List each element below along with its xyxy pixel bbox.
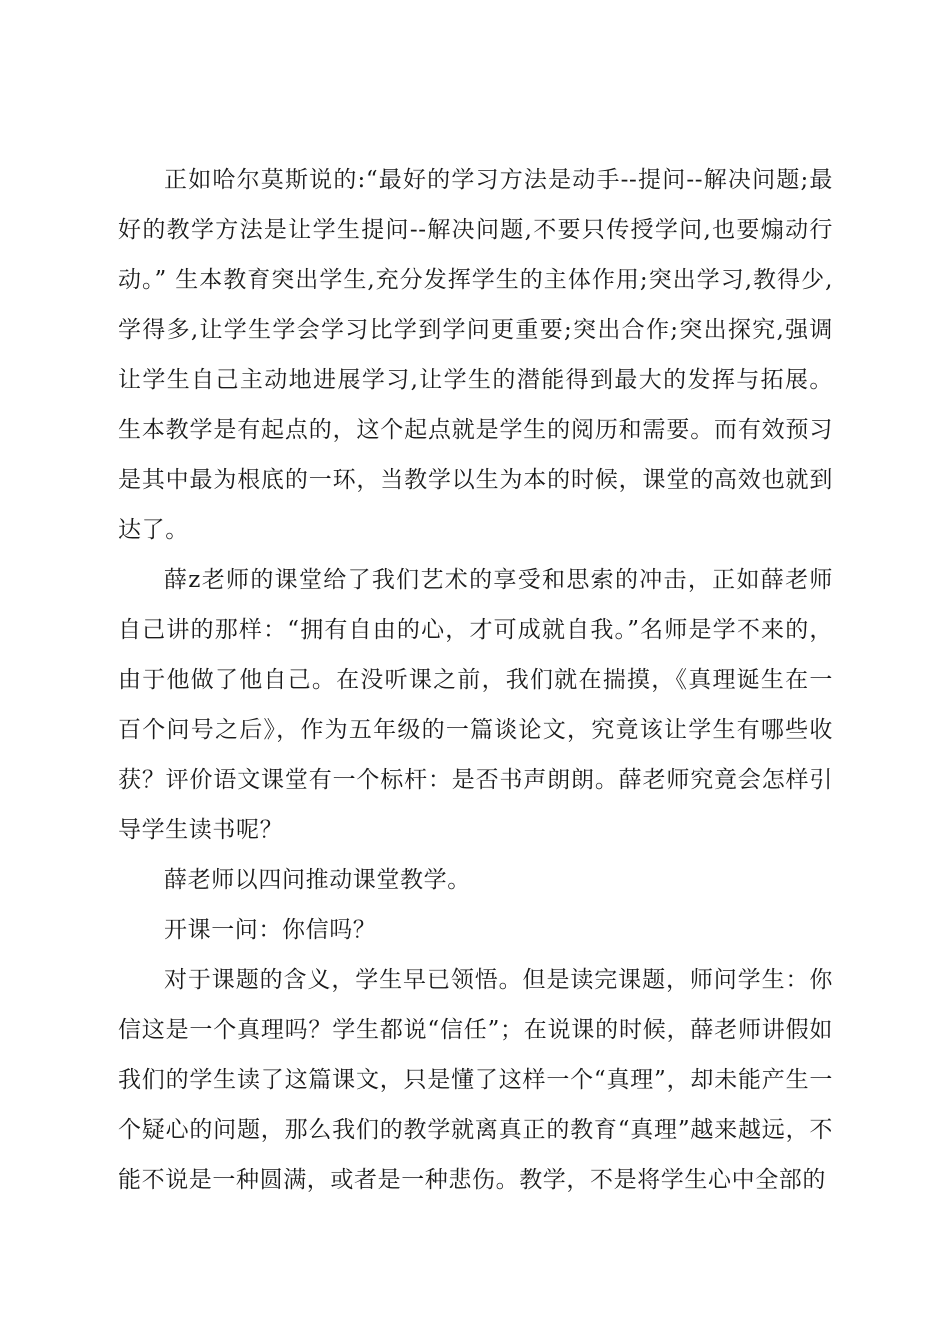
paragraph-2: 薛z老师的课堂给了我们艺术的享受和思索的冲击，正如薛老师自己讲的那样：“拥有自由的心，才可成就自我。”名师是学不来的，由于他做了他自己。在没听课之前，我们就在揣摸，《真理诞生在一百个问号之后》，作为五年级的一篇谈论文，究竟该让学生有哪些收获？评价语文课堂有一个标杆：是否书声朗朗。薛老师究竟会怎样引导学生读书呢？ — [118, 567, 833, 843]
paragraph-3: 薛老师以四问推动课堂教学。 — [164, 867, 471, 893]
paragraph-5: 对于课题的含义，学生早已领悟。但是读完课题，师问学生：你信这是一个真理吗？学生都说“信任”；在说课的时候，薛老师讲假如我们的学生读了这篇课文，只是懂了这样一个“真理”，却未能产生一个疑心的问题，那么我们的教学就离真正的教育“真理”越来越远，不能不说是一种圆满，或者是一种悲伤。教学，不是将学生心中全部的 — [118, 967, 833, 1193]
document-body — [118, 155, 833, 1205]
paragraph-4: 开课一问：你信吗？ — [164, 917, 377, 943]
paragraph-1: 正如哈尔莫斯说的:“最好的学习方法是动手--提问--解决问题;最好的教学方法是让学生提问--解决问题,不要只传授学问,也要煽动行动。” 生本教育突出学生,充分发挥学生的主体作用;突出学习,教得少,学得多,让学生学会学习比学到学问更重要;突出合作;突出探究,强调让学生自己主动地进展学习,让学生的潜能得到最大的发挥与拓展。生本教学是有起点的，这个起点就是学生的阅历和需要。而有效预习是其中最为根底的一环，当教学以生为本的时候，课堂的高效也就到达了。 — [118, 167, 833, 543]
